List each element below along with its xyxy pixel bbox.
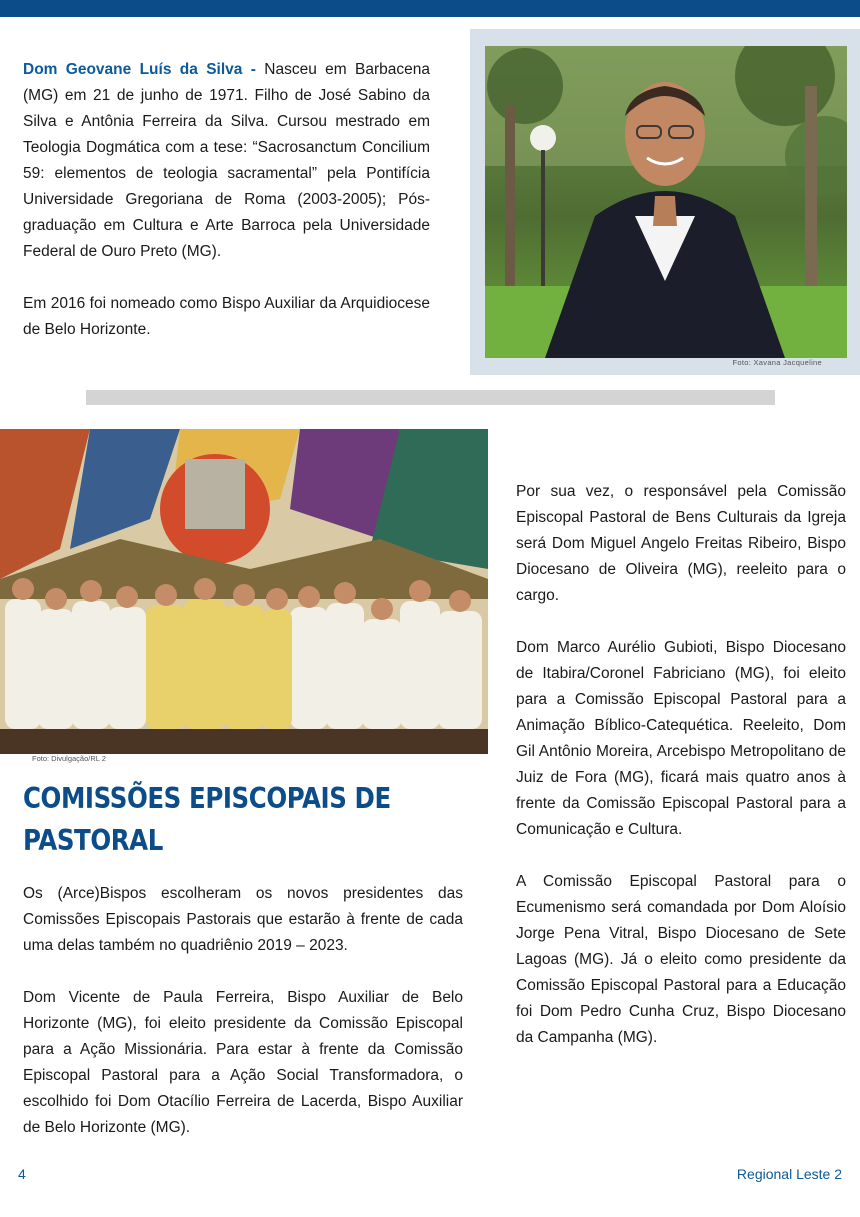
right-paragraph-2: Dom Marco Aurélio Gubioti, Bispo Diocesano de Itabira/Coronel Fabriciano (MG), foi eleito para a Comissão Episcopal Pastoral para a Animação Bíblico-Catequética. Reeleito, Dom Gil Antônio Moreira, Arcebispo Metropolitano de Juiz de Fora (MG), ficará mais quatro anos à frente da Comissão Episcopal Pastoral para a Comunicação e Cultura. [516, 639, 846, 838]
left-paragraph-1: Os (Arce)Bispos escolheram os novos presidentes das Comissões Episcopais Pastorais que estarão à frente de cada uma delas também no quadriênio 2019 – 2023. [23, 885, 463, 954]
portrait-image [485, 46, 847, 358]
publication-name: Regional Leste 2 [736, 1166, 842, 1182]
bio-name: Dom Geovane Luís da Silva - [23, 61, 256, 78]
left-column [23, 881, 463, 1167]
right-column [516, 479, 846, 1077]
group-photo [0, 429, 488, 754]
bio-text [23, 57, 430, 369]
section-title: COMISSÕES EPISCOPAIS DE PASTORAL [23, 782, 391, 857]
group-photo-image [0, 429, 488, 754]
right-paragraph-1: Por sua vez, o responsável pela Comissão Episcopal Pastoral de Bens Culturais da Igreja será Dom Miguel Angelo Freitas Ribeiro, Bispo Diocesano de Oliveira (MG), reeleito para o cargo. [516, 483, 846, 604]
portrait-photo [485, 46, 847, 358]
section-divider [86, 390, 775, 405]
top-accent-bar [0, 0, 860, 17]
portrait-photo-frame [470, 29, 860, 375]
left-paragraph-2: Dom Vicente de Paula Ferreira, Bispo Auxiliar de Belo Horizonte (MG), foi eleito presidente da Comissão Episcopal para a Ação Missionária. Para estar à frente da Comissão Episcopal Pastoral para a Ação Social Transformadora, o escolhido foi Dom Otacílio Ferreira de Lacerda, Bispo Auxiliar de Belo Horizonte (MG). [23, 989, 463, 1136]
bio-paragraph-1-text: Nasceu em Barbacena (MG) em 21 de junho de 1971. Filho de José Sabino da Silva e Antônia Ferreira da Silva. Cursou mestrado em Teologia Dogmática com a tese: “Sacrosanctum Concilium 59: elementos de teologia sacramental” pela Pontifícia Universidade Gregoriana de Roma (2003-2005); Pós-graduação em Cultura e Arte Barroca pela Universidade Federal de Ouro Preto (MG). [23, 61, 430, 260]
portrait-photo-credit: Foto: Xavana Jacqueline [732, 358, 822, 367]
bio-paragraph-1 [23, 57, 430, 265]
page-number: 4 [18, 1166, 26, 1182]
group-photo-credit: Foto: Divulgação/RL 2 [32, 754, 106, 763]
right-paragraph-3: A Comissão Episcopal Pastoral para o Ecumenismo será comandada por Dom Aloísio Jorge Pena Vitral, Bispo Diocesano de Sete Lagoas (MG). Já o eleito como presidente da Comissão Episcopal Pastoral para a Educação foi Dom Pedro Cunha Cruz, Bispo Diocesano da Campanha (MG). [516, 873, 846, 1046]
bio-paragraph-2: Em 2016 foi nomeado como Bispo Auxiliar da Arquidiocese de Belo Horizonte. [23, 295, 430, 338]
